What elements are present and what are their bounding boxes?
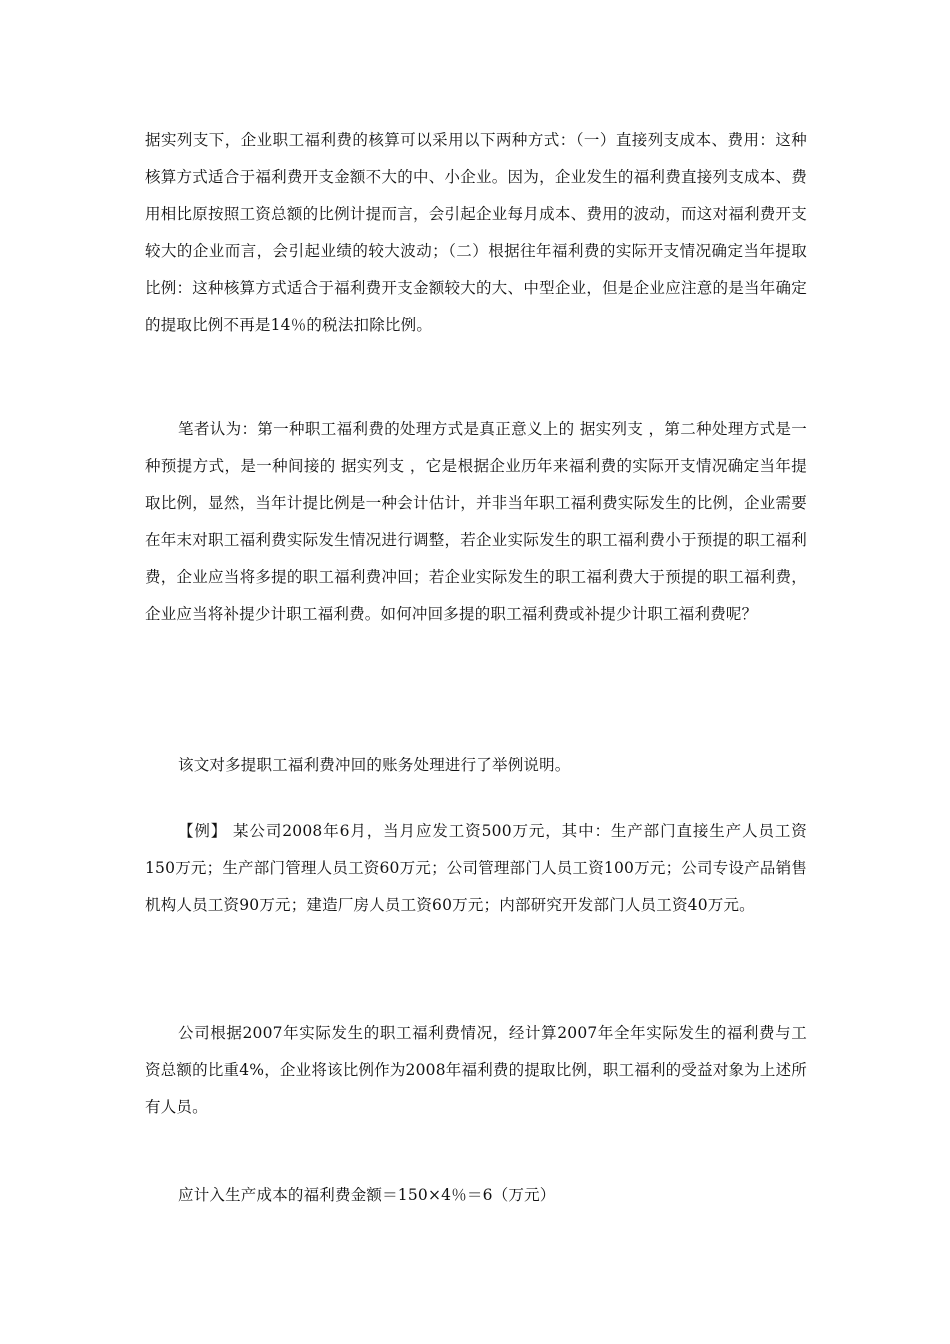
- paragraph-author-opinion: 笔者认为：第一种职工福利费的处理方式是真正意义上的 据实列支 ，第二种处理方式是一种预提方式，是一种间接的 据实列支 ，它是根据企业历年来福利费的实际开支情况确定当年提取比例，显然，当年计提比例是一种会计估计，并非当年职工福利费实际发生的比例，企业需要在年末对职工福利费实际发生情况进行调整，若企业实际发生的职工福利费小于预提的职工福利费，企业应当将多提的职工福利费冲回；若企业实际发生的职工福利费大于预提的职工福利费，企业应当将补提少计职工福利费。如何冲回多提的职工福利费或补提少计职工福利费呢？: [145, 420, 807, 623]
- paragraph-welfare-ratio: 公司根据2007年实际发生的职工福利费情况，经计算2007年全年实际发生的福利费与工资总额的比重4%，企业将该比例作为2008年福利费的提取比例，职工福利的受益对象为上述所有人员。: [145, 1024, 807, 1116]
- paragraph-example-wages: 【例】 某公司2008年6月，当月应发工资500万元，其中：生产部门直接生产人员工资150万元；生产部门管理人员工资60万元；公司管理部门人员工资100万元；公司专设产品销售机构人员工资90万元；建造厂房人员工资60万元；内部研究开发部门人员工资40万元。: [145, 822, 807, 914]
- paragraph-production-cost-calc: 应计入生产成本的福利费金额＝150×4％＝6（万元）: [178, 1186, 556, 1204]
- paragraph-accounting-methods: 据实列支下，企业职工福利费的核算可以采用以下两种方式：（一）直接列支成本、费用：这种核算方式适合于福利费开支金额不大的中、小企业。因为，企业发生的福利费直接列支成本、费用相比原按照工资总额的比例计提而言，会引起企业每月成本、费用的波动，而这对福利费开支较大的企业而言，会引起业绩的较大波动；（二）根据往年福利费的实际开支情况确定当年提取比例：这种核算方式适合于福利费开支金额较大的大、中型企业，但是企业应注意的是当年确定的提取比例不再是14％的税法扣除比例。: [145, 131, 807, 334]
- paragraph-example-intro: 该文对多提职工福利费冲回的账务处理进行了举例说明。: [178, 756, 571, 774]
